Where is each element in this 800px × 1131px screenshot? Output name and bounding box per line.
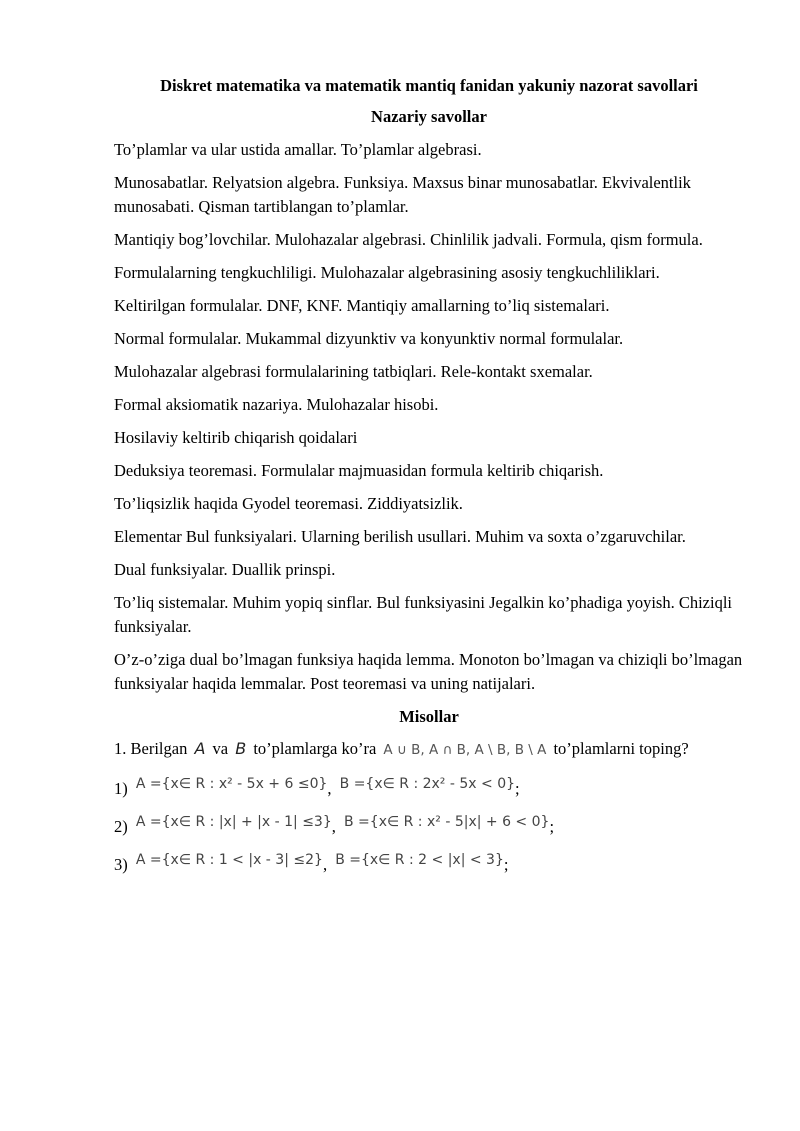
set-operations-formula: A ∪ B, A ∩ B, A \ B, B \ A — [383, 742, 547, 758]
example-list — [114, 772, 744, 877]
formula-end: ; — [515, 779, 520, 798]
theory-topic: To’liq sistemalar. Muhim yopiq sinflar. Bul funksiyasini Jegalkin ko’phadiga yoyish. Chiziqli funksiyalar. — [114, 593, 733, 636]
example-number: 1) — [114, 779, 128, 798]
theory-topic: To’plamlar va ular ustida amallar. To’plamlar algebrasi. — [114, 140, 482, 159]
section-heading-theory: Nazariy savollar — [371, 107, 487, 126]
section-heading-examples: Misollar — [399, 707, 459, 726]
document-title: Diskret matematika va matematik mantiq fanidan yakuniy nazorat savollari — [160, 76, 698, 95]
formula-separator: , — [322, 855, 328, 874]
theory-topic: Munosabatlar. Relyatsion algebra. Funksiya. Maxsus binar munosabatlar. Ekvivalentlik munosabati. Qisman tartiblangan to’plamlar. — [114, 173, 691, 216]
formula-separator: , — [327, 779, 332, 798]
set-b-symbol: B — [235, 739, 247, 758]
theory-topic: Mantiqiy bog’lovchilar. Mulohazalar algebrasi. Chinlilik jadvali. Formula, qism formula. — [114, 230, 703, 249]
problem-prefix: 1. Berilgan — [114, 739, 188, 758]
example-number: 2) — [114, 817, 128, 836]
theory-topic: Formal aksiomatik nazariya. Mulohazalar hisobi. — [114, 395, 439, 414]
set-a-formula: A ={x∈ R : |x| + |x - 1| ≤3} — [135, 814, 332, 830]
problem-conjunction: va — [212, 739, 229, 758]
set-a-formula: A ={x∈ R : x² - 5x + 6 ≤0} — [135, 776, 328, 792]
theory-topic: Elementar Bul funksiyalari. Ularning berilish usullari. Muhim va soxta o’zgaruvchilar. — [114, 527, 686, 546]
theory-topic: Mulohazalar algebrasi formulalarining tatbiqlari. Rele-kontakt sxemalar. — [114, 362, 593, 381]
problem-suffix: to’plamlarni toping? — [553, 739, 689, 758]
theory-topic: Deduksiya teoremasi. Formulalar majmuasidan formula keltirib chiqarish. — [114, 461, 604, 480]
example-item — [114, 810, 744, 839]
theory-topic: O’z-o’ziga dual bo’lmagan funksiya haqida lemma. Monoton bo’lmagan va chiziqli bo’lmagan funksiyalar haqida lemmalar. Post teoremasi va uning natijalari. — [114, 650, 743, 693]
theory-topic: Formulalarning tengkuchliligi. Mulohazalar algebrasining asosiy tengkuchliliklari. — [114, 263, 660, 282]
set-a-formula: A ={x∈ R : 1 < |x - 3| ≤2} — [135, 852, 323, 868]
document-page — [114, 74, 744, 886]
example-item — [114, 848, 744, 877]
theory-topic: Dual funksiyalar. Duallik prinspi. — [114, 560, 336, 579]
theory-topic: To’liqsizlik haqida Gyodel teoremasi. Ziddiyatsizlik. — [114, 494, 463, 513]
theory-topic-list — [114, 138, 744, 696]
formula-end: ; — [549, 817, 555, 836]
set-b-formula: B ={x∈ R : 2 < |x| < 3} — [335, 852, 504, 868]
set-a-symbol: A — [194, 739, 206, 758]
theory-topic: Hosilaviy keltirib chiqarish qoidalari — [114, 428, 358, 447]
formula-end: ; — [503, 855, 509, 874]
problem-statement — [114, 737, 744, 762]
formula-separator: , — [331, 817, 336, 836]
set-b-formula: B ={x∈ R : x² - 5|x| + 6 < 0} — [344, 814, 550, 830]
example-number: 3) — [114, 855, 128, 874]
theory-topic: Normal formulalar. Mukammal dizyunktiv va konyunktiv normal formulalar. — [114, 329, 624, 348]
theory-topic: Keltirilgan formulalar. DNF, KNF. Mantiqiy amallarning to’liq sistemalari. — [114, 296, 610, 315]
problem-middle-text: to’plamlarga ko’ra — [253, 739, 377, 758]
set-b-formula: B ={x∈ R : 2x² - 5x < 0} — [339, 776, 516, 792]
example-item — [114, 772, 744, 801]
